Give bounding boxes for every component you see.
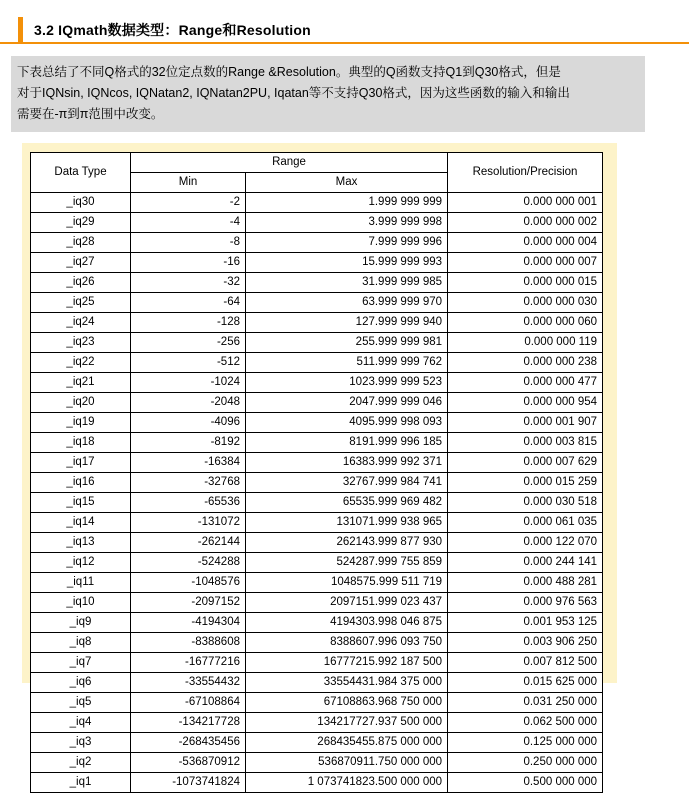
cell-range-min: -2048 — [131, 393, 246, 413]
note-line: 需要在-π到π范围中改变。 — [17, 107, 164, 121]
heading-accent-bar — [18, 17, 23, 43]
table-row — [31, 693, 603, 713]
cell-data-type: _iq4 — [31, 713, 131, 733]
cell-range-max: 262143.999 877 930 — [246, 533, 448, 553]
cell-range-max: 2097151.999 023 437 — [246, 593, 448, 613]
cell-range-min: -8 — [131, 233, 246, 253]
cell-range-max: 1.999 999 999 — [246, 193, 448, 213]
table-row — [31, 293, 603, 313]
table-row — [31, 213, 603, 233]
cell-data-type: _iq7 — [31, 653, 131, 673]
section-heading — [0, 0, 689, 44]
cell-range-max: 63.999 999 970 — [246, 293, 448, 313]
cell-data-type: _iq22 — [31, 353, 131, 373]
cell-range-max: 511.999 999 762 — [246, 353, 448, 373]
table-row — [31, 653, 603, 673]
cell-range-max: 134217727.937 500 000 — [246, 713, 448, 733]
note-line: 下表总结了不同Q格式的32位定点数的Range &Resolution。典型的Q函数支持Q1到Q30格式，但是 — [17, 65, 561, 79]
cell-range-max: 1023.999 999 523 — [246, 373, 448, 393]
cell-range-min: -32768 — [131, 473, 246, 493]
cell-resolution: 0.000 488 281 — [448, 573, 603, 593]
cell-range-min: -32 — [131, 273, 246, 293]
cell-range-min: -16384 — [131, 453, 246, 473]
table-body — [31, 193, 603, 793]
note-line: 对于IQNsin, IQNcos, IQNatan2, IQNatan2PU, Iqatan等不支持Q30格式，因为这些函数的输入和输出 — [17, 86, 570, 100]
cell-data-type: _iq24 — [31, 313, 131, 333]
cell-data-type: _iq21 — [31, 373, 131, 393]
cell-resolution: 0.000 000 015 — [448, 273, 603, 293]
cell-range-min: -67108864 — [131, 693, 246, 713]
cell-resolution: 0.250 000 000 — [448, 753, 603, 773]
cell-range-min: -134217728 — [131, 713, 246, 733]
cell-range-min: -524288 — [131, 553, 246, 573]
cell-data-type: _iq19 — [31, 413, 131, 433]
cell-range-min: -33554432 — [131, 673, 246, 693]
table-row — [31, 493, 603, 513]
header-max: Max — [246, 173, 448, 193]
cell-resolution: 0.000 000 119 — [448, 333, 603, 353]
cell-resolution: 0.000 030 518 — [448, 493, 603, 513]
cell-range-max: 67108863.968 750 000 — [246, 693, 448, 713]
iqmath-range-resolution-table — [30, 152, 603, 793]
cell-range-min: -16777216 — [131, 653, 246, 673]
cell-range-min: -4 — [131, 213, 246, 233]
cell-data-type: _iq28 — [31, 233, 131, 253]
intro-note — [11, 56, 645, 132]
cell-resolution: 0.000 015 259 — [448, 473, 603, 493]
header-range: Range — [131, 153, 448, 173]
table-row — [31, 633, 603, 653]
cell-resolution: 0.000 000 001 — [448, 193, 603, 213]
cell-resolution: 0.000 003 815 — [448, 433, 603, 453]
cell-range-max: 31.999 999 985 — [246, 273, 448, 293]
table-row — [31, 353, 603, 373]
cell-data-type: _iq8 — [31, 633, 131, 653]
cell-data-type: _iq17 — [31, 453, 131, 473]
header-data-type: Data Type — [31, 153, 131, 193]
cell-resolution: 0.007 812 500 — [448, 653, 603, 673]
table-row — [31, 253, 603, 273]
cell-range-min: -131072 — [131, 513, 246, 533]
cell-resolution: 0.000 000 060 — [448, 313, 603, 333]
cell-range-max: 131071.999 938 965 — [246, 513, 448, 533]
cell-resolution: 0.000 000 030 — [448, 293, 603, 313]
cell-data-type: _iq26 — [31, 273, 131, 293]
cell-range-max: 536870911.750 000 000 — [246, 753, 448, 773]
cell-data-type: _iq30 — [31, 193, 131, 213]
cell-data-type: _iq12 — [31, 553, 131, 573]
cell-range-max: 2047.999 999 046 — [246, 393, 448, 413]
cell-range-max: 32767.999 984 741 — [246, 473, 448, 493]
cell-data-type: _iq5 — [31, 693, 131, 713]
cell-range-max: 33554431.984 375 000 — [246, 673, 448, 693]
cell-resolution: 0.000 001 907 — [448, 413, 603, 433]
cell-resolution: 0.001 953 125 — [448, 613, 603, 633]
cell-data-type: _iq16 — [31, 473, 131, 493]
table-row — [31, 373, 603, 393]
cell-range-min: -1024 — [131, 373, 246, 393]
cell-range-min: -2 — [131, 193, 246, 213]
table-row — [31, 273, 603, 293]
cell-range-max: 7.999 999 996 — [246, 233, 448, 253]
cell-data-type: _iq18 — [31, 433, 131, 453]
cell-data-type: _iq14 — [31, 513, 131, 533]
cell-range-max: 255.999 999 981 — [246, 333, 448, 353]
table-row — [31, 393, 603, 413]
cell-range-max: 127.999 999 940 — [246, 313, 448, 333]
cell-range-min: -256 — [131, 333, 246, 353]
cell-resolution: 0.000 061 035 — [448, 513, 603, 533]
cell-data-type: _iq10 — [31, 593, 131, 613]
cell-range-max: 3.999 999 998 — [246, 213, 448, 233]
cell-resolution: 0.000 000 954 — [448, 393, 603, 413]
cell-range-min: -4194304 — [131, 613, 246, 633]
cell-range-min: -2097152 — [131, 593, 246, 613]
cell-resolution: 0.125 000 000 — [448, 733, 603, 753]
cell-data-type: _iq6 — [31, 673, 131, 693]
cell-range-max: 16383.999 992 371 — [246, 453, 448, 473]
cell-resolution: 0.000 007 629 — [448, 453, 603, 473]
cell-range-min: -268435456 — [131, 733, 246, 753]
cell-range-max: 15.999 999 993 — [246, 253, 448, 273]
cell-range-max: 4194303.998 046 875 — [246, 613, 448, 633]
cell-data-type: _iq20 — [31, 393, 131, 413]
cell-data-type: _iq2 — [31, 753, 131, 773]
table-row — [31, 573, 603, 593]
table-row — [31, 753, 603, 773]
cell-range-min: -65536 — [131, 493, 246, 513]
table-row — [31, 193, 603, 213]
cell-data-type: _iq13 — [31, 533, 131, 553]
cell-range-min: -8388608 — [131, 633, 246, 653]
cell-resolution: 0.000 000 477 — [448, 373, 603, 393]
table-header-row-1 — [31, 153, 603, 173]
cell-resolution: 0.015 625 000 — [448, 673, 603, 693]
cell-data-type: _iq29 — [31, 213, 131, 233]
table-head — [31, 153, 603, 193]
cell-range-max: 268435455.875 000 000 — [246, 733, 448, 753]
cell-data-type: _iq25 — [31, 293, 131, 313]
cell-range-max: 4095.999 998 093 — [246, 413, 448, 433]
cell-range-max: 65535.999 969 482 — [246, 493, 448, 513]
cell-resolution: 0.000 976 563 — [448, 593, 603, 613]
cell-resolution: 0.000 000 007 — [448, 253, 603, 273]
table-row — [31, 733, 603, 753]
table-row — [31, 433, 603, 453]
page-title: 3.2 IQmath数据类型：Range和Resolution — [34, 22, 311, 38]
cell-data-type: _iq3 — [31, 733, 131, 753]
table-row — [31, 593, 603, 613]
cell-range-min: -128 — [131, 313, 246, 333]
cell-data-type: _iq11 — [31, 573, 131, 593]
cell-data-type: _iq9 — [31, 613, 131, 633]
table-row — [31, 513, 603, 533]
cell-resolution: 0.000 244 141 — [448, 553, 603, 573]
table-row — [31, 473, 603, 493]
cell-range-max: 8388607.996 093 750 — [246, 633, 448, 653]
cell-data-type: _iq15 — [31, 493, 131, 513]
table-row — [31, 533, 603, 553]
cell-data-type: _iq27 — [31, 253, 131, 273]
table-row — [31, 413, 603, 433]
table-row — [31, 773, 603, 793]
cell-range-min: -1048576 — [131, 573, 246, 593]
table-row — [31, 453, 603, 473]
table-row — [31, 313, 603, 333]
heading-underline-rule — [0, 42, 689, 44]
cell-range-min: -1073741824 — [131, 773, 246, 793]
table-row — [31, 613, 603, 633]
cell-data-type: _iq23 — [31, 333, 131, 353]
cell-resolution: 0.031 250 000 — [448, 693, 603, 713]
cell-range-max: 16777215.992 187 500 — [246, 653, 448, 673]
cell-data-type: _iq1 — [31, 773, 131, 793]
table-row — [31, 553, 603, 573]
cell-resolution: 0.000 000 004 — [448, 233, 603, 253]
cell-resolution: 0.000 000 238 — [448, 353, 603, 373]
table-row — [31, 673, 603, 693]
header-resolution-precision: Resolution/Precision — [448, 153, 603, 193]
cell-resolution: 0.003 906 250 — [448, 633, 603, 653]
table-row — [31, 333, 603, 353]
cell-resolution: 0.062 500 000 — [448, 713, 603, 733]
cell-range-max: 524287.999 755 859 — [246, 553, 448, 573]
cell-range-max: 1 073741823.500 000 000 — [246, 773, 448, 793]
cell-range-min: -536870912 — [131, 753, 246, 773]
cell-range-max: 8191.999 996 185 — [246, 433, 448, 453]
cell-range-min: -262144 — [131, 533, 246, 553]
cell-range-min: -512 — [131, 353, 246, 373]
header-min: Min — [131, 173, 246, 193]
cell-resolution: 0.000 122 070 — [448, 533, 603, 553]
cell-range-min: -8192 — [131, 433, 246, 453]
cell-range-min: -16 — [131, 253, 246, 273]
cell-resolution: 0.500 000 000 — [448, 773, 603, 793]
table-row — [31, 713, 603, 733]
cell-range-max: 1048575.999 511 719 — [246, 573, 448, 593]
cell-resolution: 0.000 000 002 — [448, 213, 603, 233]
cell-range-min: -64 — [131, 293, 246, 313]
cell-range-min: -4096 — [131, 413, 246, 433]
table-row — [31, 233, 603, 253]
